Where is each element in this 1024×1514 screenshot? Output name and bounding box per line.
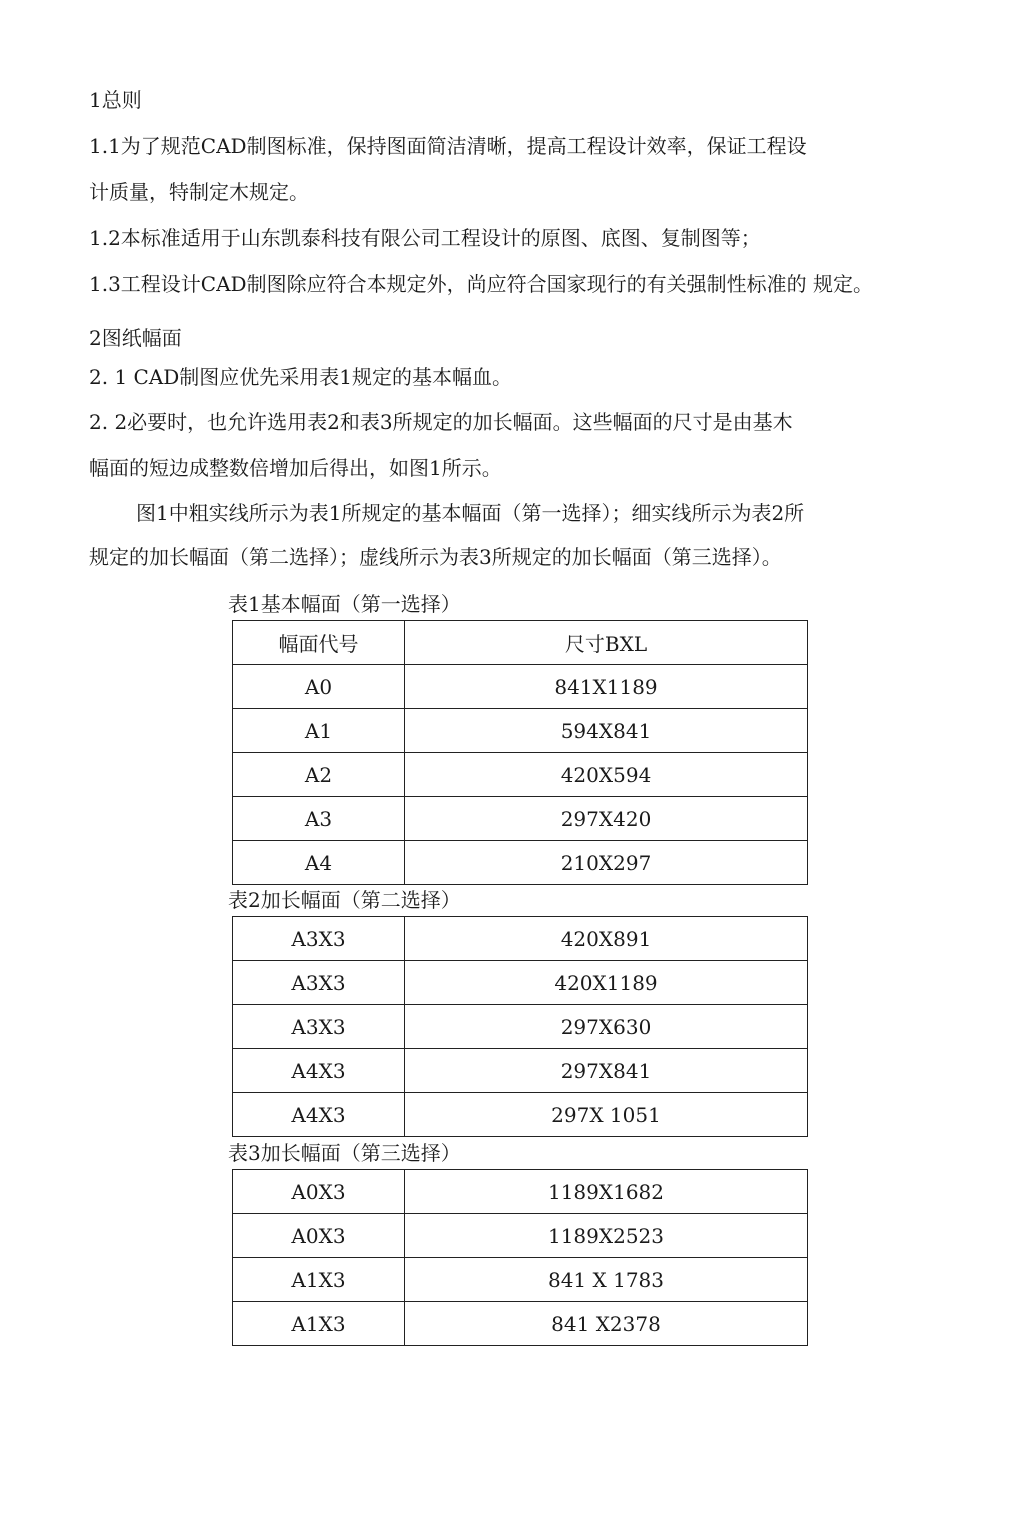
table-row	[233, 841, 808, 885]
table-row	[233, 1170, 808, 1214]
table-3-extended-sizes	[232, 1169, 808, 1346]
table-1-basic-sizes	[232, 620, 808, 885]
table-row	[233, 1049, 808, 1093]
table-row	[233, 753, 808, 797]
cell-size: 420X891	[405, 917, 808, 961]
cell-code: A4X3	[233, 1093, 405, 1137]
table-row	[233, 1005, 808, 1049]
table-row	[233, 1258, 808, 1302]
cell-code: A3X3	[233, 961, 405, 1005]
table-row	[233, 665, 808, 709]
table-row	[233, 709, 808, 753]
paragraph-1-2: 1.2本标准适用于山东凯泰科技有限公司工程设计的原图、底图、复制图等；	[89, 226, 761, 250]
table-3-caption: 表3加长幅面（第三选择）	[228, 1141, 461, 1165]
table-header-row	[233, 621, 808, 665]
table-row	[233, 1093, 808, 1137]
paragraph-1-1-line-2: 计质量，特制定木规定。	[89, 180, 309, 204]
section-2-heading: 2图纸幅面	[89, 326, 182, 350]
cell-size: 841X1189	[405, 665, 808, 709]
header-code: 幅面代号	[233, 621, 405, 665]
cell-code: A4X3	[233, 1049, 405, 1093]
cell-code: A1X3	[233, 1302, 405, 1346]
cell-size: 210X297	[405, 841, 808, 885]
cell-code: A2	[233, 753, 405, 797]
table-1-caption: 表1基本幅面（第一选择）	[228, 592, 461, 616]
cell-size: 297X841	[405, 1049, 808, 1093]
cell-size: 420X1189	[405, 961, 808, 1005]
table-row	[233, 1214, 808, 1258]
cell-code: A3X3	[233, 1005, 405, 1049]
cell-code: A0X3	[233, 1214, 405, 1258]
paragraph-figure-line-1: 图1中粗实线所示为表1所规定的基本幅面（第一选择）；细实线所示为表2所	[136, 501, 805, 525]
cell-size: 841 X2378	[405, 1302, 808, 1346]
header-size: 尺寸BXL	[405, 621, 808, 665]
table-row	[233, 917, 808, 961]
paragraph-2-2-line-1: 2. 2必要时，也允许选用表2和表3所规定的加长幅面。这些幅面的尺寸是由基木	[89, 410, 793, 434]
paragraph-1-1-line-1: 1.1为了规范CAD制图标准，保持图面简洁清晰，提高工程设计效率，保证工程设	[89, 134, 807, 158]
cell-code: A3	[233, 797, 405, 841]
table-2-extended-sizes	[232, 916, 808, 1137]
cell-size: 297X420	[405, 797, 808, 841]
table-row	[233, 797, 808, 841]
table-row	[233, 961, 808, 1005]
cell-code: A0	[233, 665, 405, 709]
table-row	[233, 1302, 808, 1346]
cell-size: 297X 1051	[405, 1093, 808, 1137]
cell-size: 594X841	[405, 709, 808, 753]
cell-size: 297X630	[405, 1005, 808, 1049]
cell-size: 841 X 1783	[405, 1258, 808, 1302]
cell-size: 420X594	[405, 753, 808, 797]
cell-code: A4	[233, 841, 405, 885]
cell-code: A3X3	[233, 917, 405, 961]
cell-size: 1189X1682	[405, 1170, 808, 1214]
paragraph-2-2-line-2: 幅面的短边成整数倍增加后得出，如图1所示。	[89, 456, 502, 480]
paragraph-figure-line-2: 规定的加长幅面（第二选择）；虚线所示为表3所规定的加长幅面（第三选择）。	[89, 545, 782, 569]
cell-code: A1	[233, 709, 405, 753]
paragraph-1-3: 1.3工程设计CAD制图除应符合本规定外，尚应符合国家现行的有关强制性标准的 规定。	[89, 272, 873, 296]
paragraph-2-1: 2. 1 CAD制图应优先采用表1规定的基本幅血。	[89, 365, 513, 389]
table-2-caption: 表2加长幅面（第二选择）	[228, 888, 461, 912]
cell-code: A0X3	[233, 1170, 405, 1214]
cell-code: A1X3	[233, 1258, 405, 1302]
cell-size: 1189X2523	[405, 1214, 808, 1258]
section-1-heading: 1总则	[89, 88, 142, 112]
